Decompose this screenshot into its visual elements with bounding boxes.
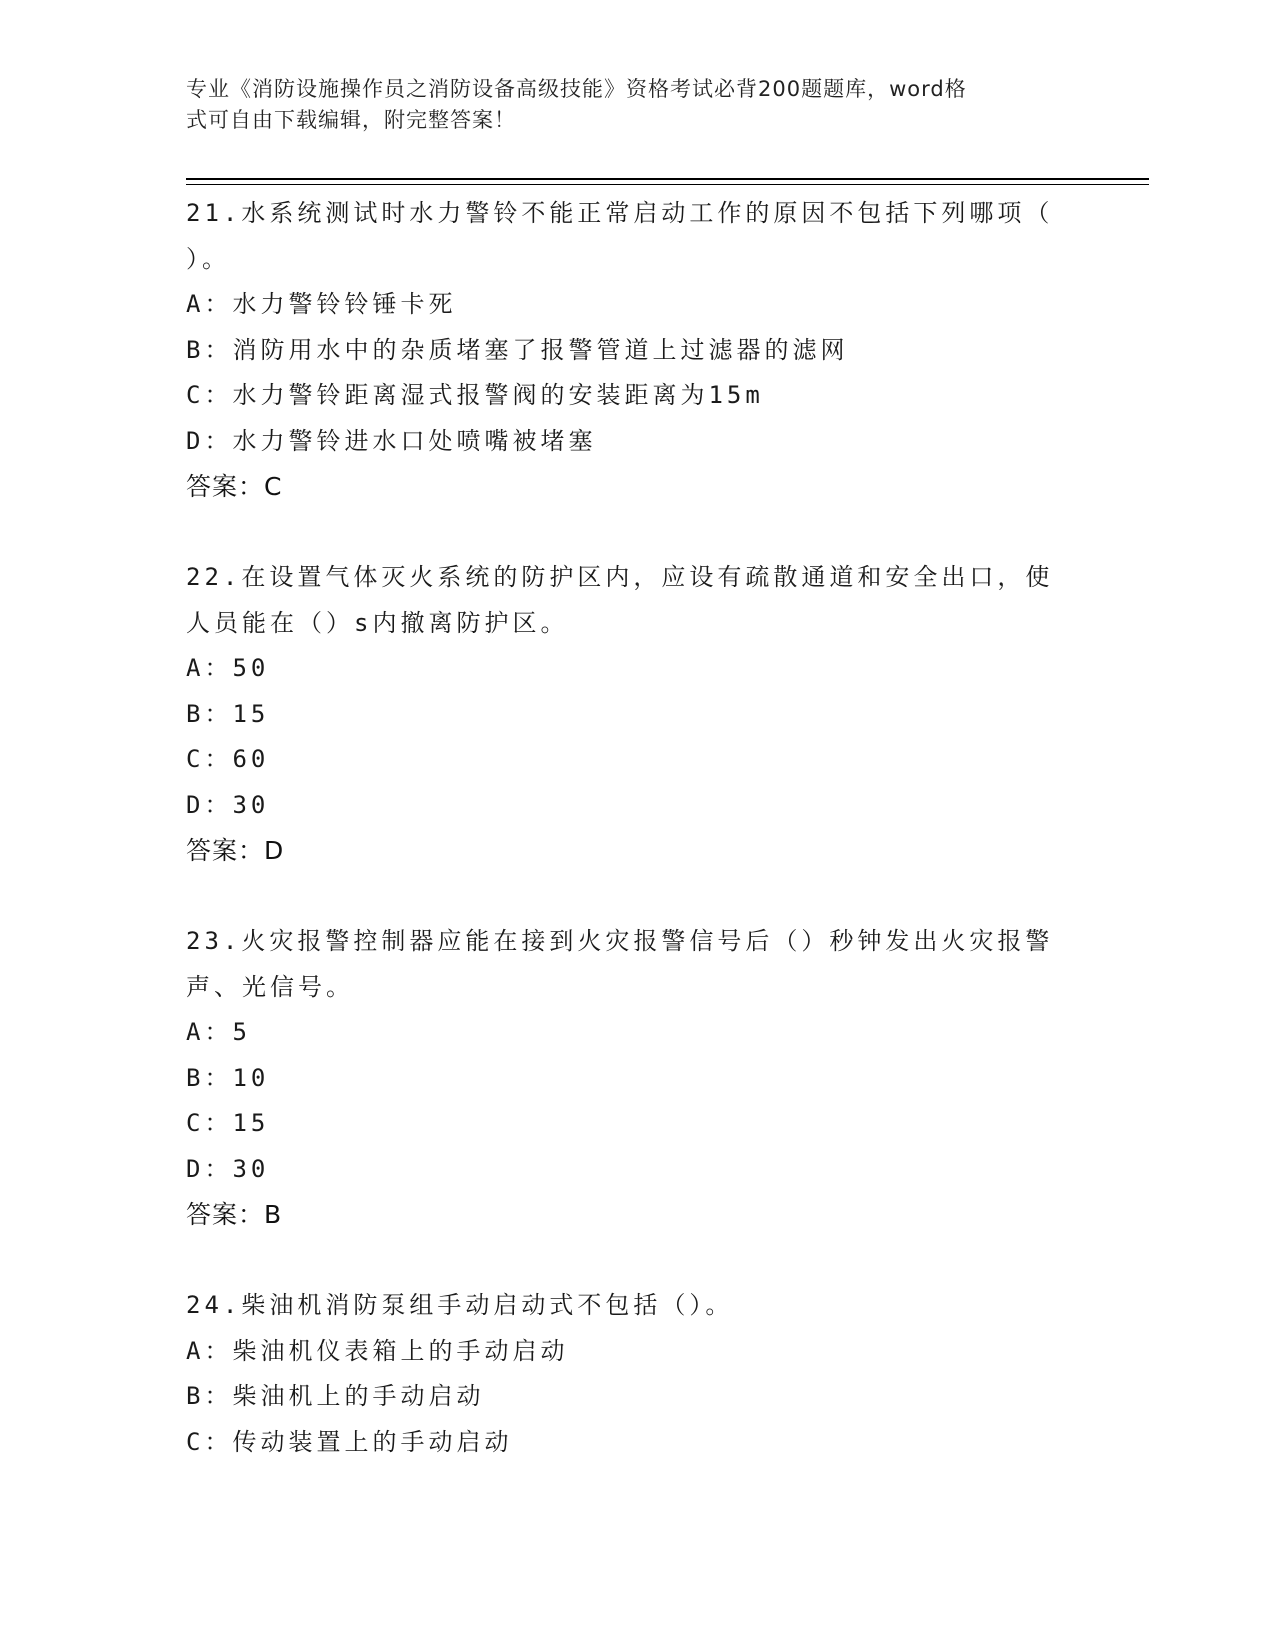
option-a: A：50 bbox=[186, 654, 270, 682]
question-stem: 23.火灾报警控制器应能在接到火灾报警信号后（）秒钟发出火灾报警 bbox=[186, 927, 1054, 955]
question-stem: 声、光信号。 bbox=[186, 972, 354, 1001]
option-c: C：传动装置上的手动启动 bbox=[186, 1427, 513, 1456]
header-line-1: 专业《消防设施操作员之消防设备高级技能》资格考试必背200题题库，word格 bbox=[186, 77, 967, 101]
option-b: B：10 bbox=[186, 1063, 270, 1092]
option-d: D：30 bbox=[186, 790, 270, 819]
answer: 答案：B bbox=[186, 1200, 283, 1229]
question-24 bbox=[186, 1283, 1086, 1465]
option-b: B：消防用水中的杂质堵塞了报警管道上过滤器的滤网 bbox=[186, 335, 849, 364]
answer: 答案：C bbox=[186, 472, 283, 501]
header-divider-thin bbox=[186, 184, 1149, 185]
header-line-2: 式可自由下载编辑，附完整答案！ bbox=[186, 108, 516, 132]
option-a: A：水力警铃铃锤卡死 bbox=[186, 290, 457, 318]
question-22 bbox=[186, 555, 1086, 874]
question-21 bbox=[186, 191, 1086, 510]
question-stem: 人员能在（）s内撤离防护区。 bbox=[186, 608, 569, 637]
question-stem: 24.柴油机消防泵组手动启动式不包括（）。 bbox=[186, 1291, 734, 1319]
option-d: D：水力警铃进水口处喷嘴被堵塞 bbox=[186, 426, 597, 455]
spacer bbox=[186, 510, 1086, 556]
document-header bbox=[186, 74, 1076, 136]
option-c: C：水力警铃距离湿式报警阀的安装距离为15m bbox=[186, 381, 764, 409]
question-23 bbox=[186, 919, 1086, 1238]
option-d: D：30 bbox=[186, 1154, 270, 1183]
spacer bbox=[186, 874, 1086, 920]
option-c: C：15 bbox=[186, 1109, 270, 1137]
option-a: A：5 bbox=[186, 1018, 251, 1046]
header-divider-thick bbox=[186, 178, 1149, 180]
question-stem: ）。 bbox=[186, 244, 230, 273]
option-c: C：60 bbox=[186, 745, 270, 773]
option-a: A：柴油机仪表箱上的手动启动 bbox=[186, 1336, 569, 1365]
question-list bbox=[186, 191, 1086, 1465]
question-stem: 22.在设置气体灭火系统的防护区内，应设有疏散通道和安全出口，使 bbox=[186, 563, 1054, 591]
answer: 答案：D bbox=[186, 836, 285, 865]
spacer bbox=[186, 1238, 1086, 1284]
option-b: B：15 bbox=[186, 699, 270, 728]
question-stem: 21.水系统测试时水力警铃不能正常启动工作的原因不包括下列哪项（ bbox=[186, 199, 1054, 227]
option-b: B：柴油机上的手动启动 bbox=[186, 1382, 485, 1410]
